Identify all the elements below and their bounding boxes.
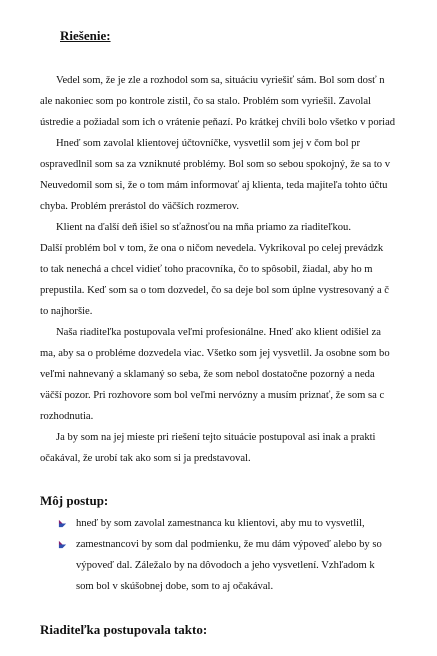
list-item-line: výpoveď dal. Záležalo by na dôvodoch a jeho vysvetlení. Vzhľadom k [76,560,375,571]
text-line: ústredie a požiadal som ich o vrátenie peňazí. Po krátkej chvíli bolo všetko v poriad [40,117,396,128]
director-heading-text: Riaditeľka postupovala takto: [40,622,208,637]
text-line: to tak nenechá a chcel vidieť toho pracovníka, čo to spôsobil, žiadal, aby ho m [40,264,373,275]
text-line: Naša riaditeľka postupovala veľmi profesionálne. Hneď ako klient odišiel za [56,327,381,338]
my-approach-heading-text: Môj postup: [40,493,109,508]
text-line: ospravedlnil som sa za vzniknuté problémy. Bol som so sebou spokojný, že sa to v [40,159,391,170]
solution-heading [40,28,111,44]
text-line: Ja by som na jej mieste pri riešení tejto situácie postupoval asi inak a prakti [56,432,376,443]
solution-heading-text: Riešenie: [60,28,111,43]
text-line: Klient na ďalší deň išiel so sťažnosťou na mňa priamo za riaditeľkou. [56,222,351,233]
text-line: to najhoršie. [40,306,93,317]
text-line: Neuvedomil som si, že o tom mám informovať aj klienta, teda majiteľa tohto účtu [40,180,388,191]
text-line: ale nakoniec som po kontrole zistil, čo sa stalo. Problém som vyriešil. Zavolal [40,96,371,107]
arrow-bullet-icon [58,519,67,528]
director-heading [40,622,207,638]
text-line: chyba. Problém prerástol do väčších rozmerov. [40,201,240,212]
list-item-line: zamestnancovi by som dal podmienku, že mu dám výpoveď alebo by so [76,539,382,550]
list-item-line: som bol v skúšobnej dobe, som to aj očakával. [76,581,274,592]
text-line: ma, aby sa o probléme dozvedela viac. Všetko som jej vysvetlil. Ja osobne som bo [40,348,390,359]
text-line: Hneď som zavolal klientovej účtovníčke, vysvetlil som jej v čom bol pr [56,138,361,149]
arrow-bullet-icon [58,540,67,549]
text-line: veľmi nahnevaný a sklamaný so seba, že som nebol dostatočne pozorný a neda [40,369,375,380]
text-line: väčší pozor. Pri rozhovore som bol veľmi nervózny a musím priznať, že som sa c [40,390,385,401]
text-line: očakával, že urobí tak ako som si ja predstavoval. [40,453,251,464]
text-line: Další problém bol v tom, že ona o ničom nevedela. Vykrikoval po celej prevádzk [40,243,384,254]
text-line: rozhodnutia. [40,411,94,422]
my-approach-heading [40,493,108,509]
text-line: Vedel som, že je zle a rozhodol som sa, situáciu vyriešiť sám. Bol som dosť n [56,75,385,86]
text-line: prepustila. Keď som sa o tom dozvedel, čo sa deje bol som úplne vystresovaný a č [40,285,390,296]
list-item-line: hneď by som zavolal zamestnanca ku klientovi, aby mu to vysvetlil, [76,518,365,529]
